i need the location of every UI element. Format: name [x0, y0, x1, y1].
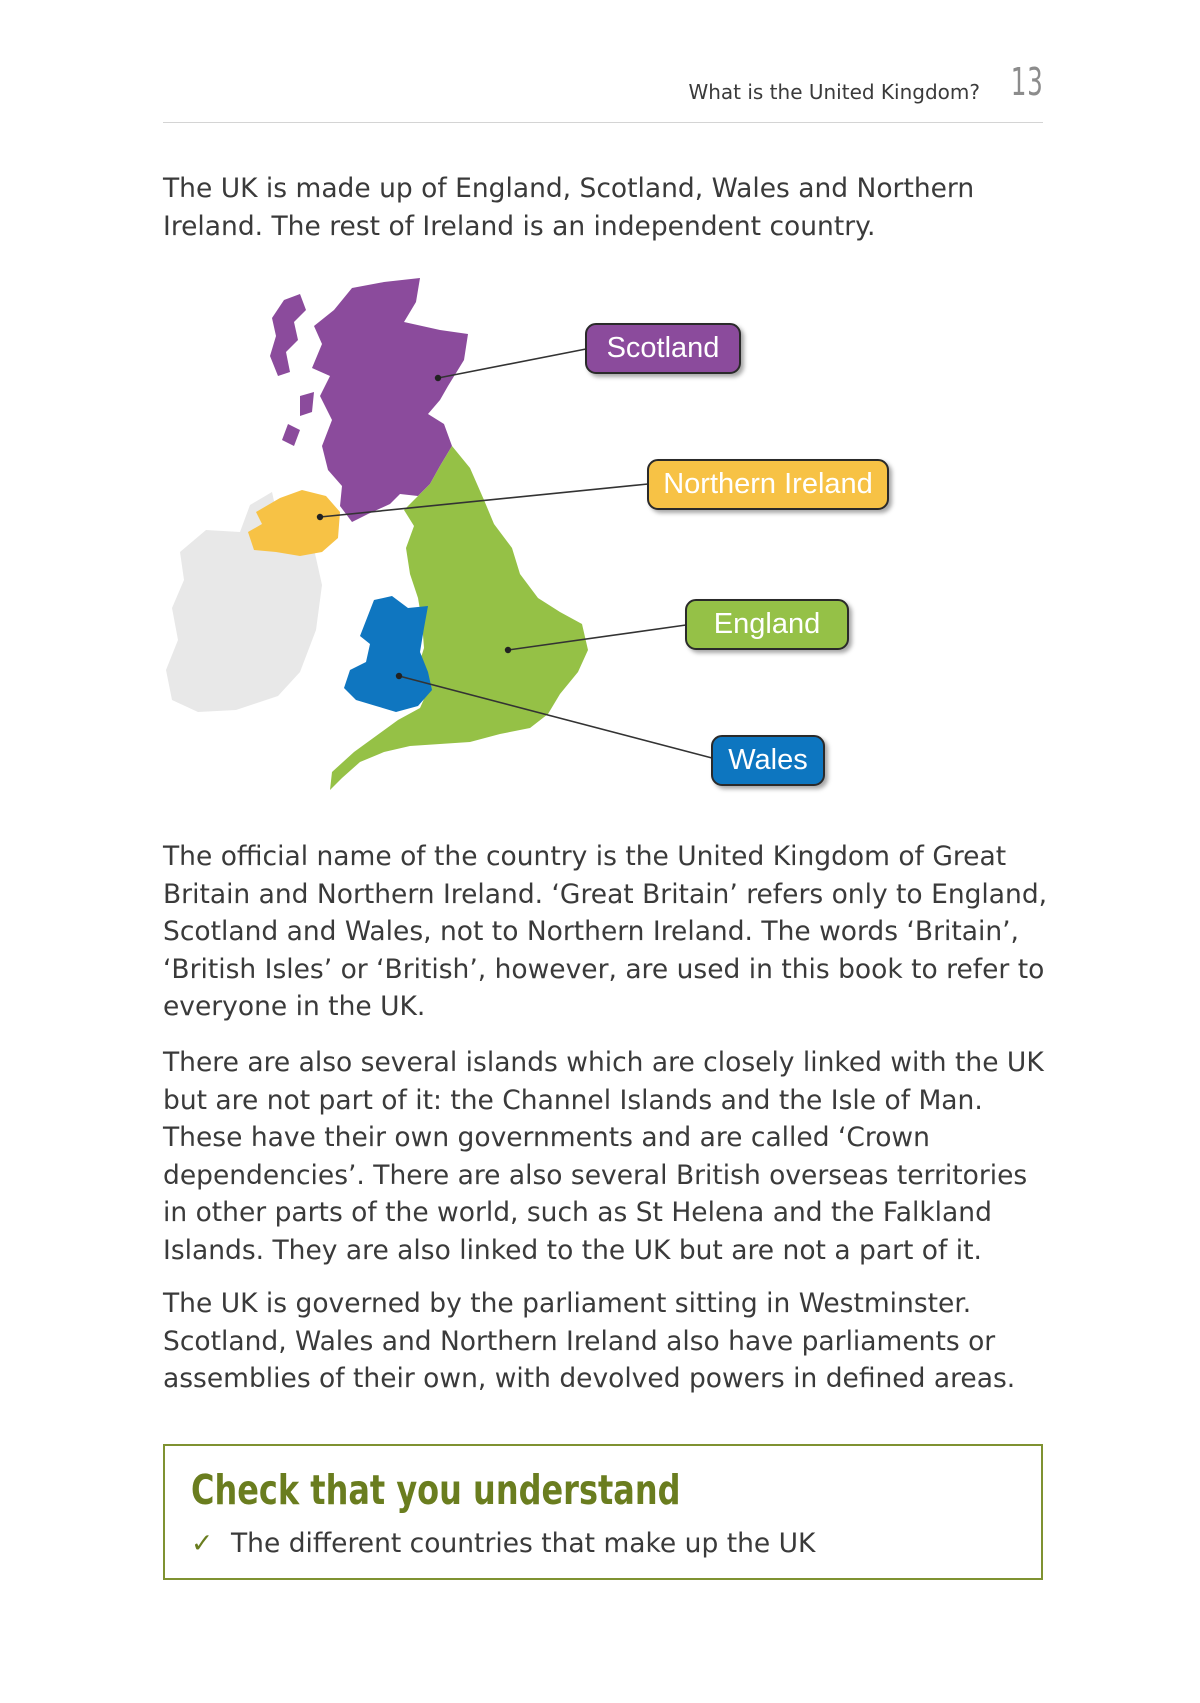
intro-paragraph: The UK is made up of England, Scotland, Wales and Northern Ireland. The rest of Ireland is an independent country.	[163, 173, 975, 242]
label-northern-ireland-text: Northern Ireland	[663, 468, 873, 500]
label-scotland-text: Scotland	[606, 332, 720, 364]
check-box-title: Check that you understand	[191, 1466, 681, 1514]
paragraph-government: The UK is governed by the parliament sitting in Westminster. Scotland, Wales and Northern Ireland also have parliaments or assemblies of their own, with devolved powers in defined areas.	[163, 1288, 1016, 1394]
check-list-item	[191, 1528, 815, 1559]
ireland-region	[166, 492, 322, 712]
label-wales-text: Wales	[728, 744, 808, 776]
running-header-title: What is the United Kingdom?	[688, 80, 980, 104]
scotland-islands	[270, 294, 314, 446]
label-england-text: England	[713, 608, 821, 640]
uk-map	[0, 0, 1200, 820]
label-wales	[712, 736, 824, 785]
page-header	[163, 60, 1043, 123]
checkmark-icon: ✓	[191, 1528, 214, 1559]
wales-region	[344, 596, 432, 712]
label-scotland	[586, 324, 740, 373]
page-number: 13	[1010, 60, 1043, 104]
northern-ireland-region	[248, 490, 340, 556]
label-england	[686, 600, 848, 649]
paragraph-official-name: The official name of the country is the United Kingdom of Great Britain and Northern Ireland. ‘Great Britain’ refers only to England, Scotland and Wales, not to Northern Ireland. The words ‘Britain’, ‘British Isles’ or ‘British’, however, are used in this book to refer to everyone in the UK.	[163, 841, 1048, 1022]
england-region	[330, 446, 588, 790]
scotland-region	[312, 278, 468, 522]
check-understanding-box	[163, 1444, 1043, 1580]
label-northern-ireland	[648, 460, 888, 509]
check-item-text: The different countries that make up the UK	[231, 1528, 816, 1559]
paragraph-crown-dependencies: There are also several islands which are closely linked with the UK but are not part of it: the Channel Islands and the Isle of Man. These have their own governments and are called ‘Crown dependencies’. There are also several British overseas territories in other parts of the world, such as St Helena and the Falkland Islands. They are also linked to the UK but are not a part of it.	[163, 1047, 1044, 1266]
